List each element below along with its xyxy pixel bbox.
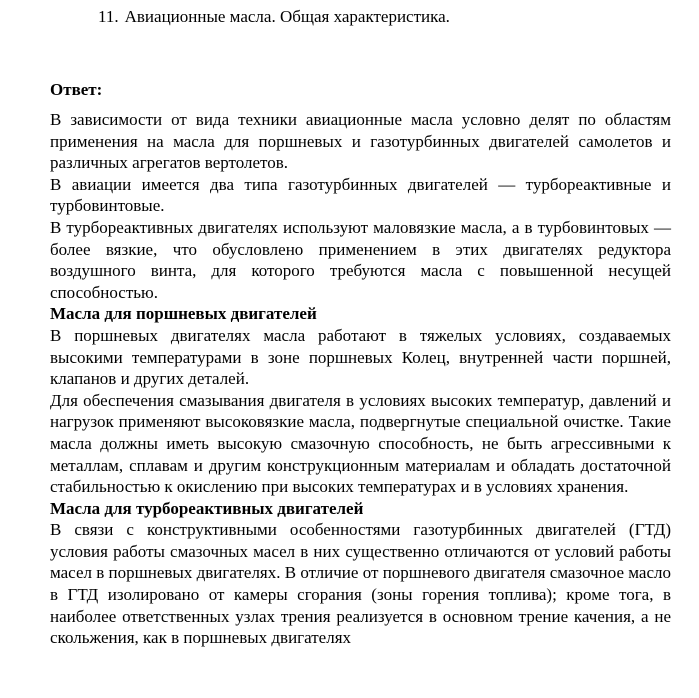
paragraph-piston-requirements: Для обеспечения смазывания двигателя в условиях высоких температур, давлений и нагрузок применяют высоковязкие масла, подвергнутые специальной очистке. Такие масла должны иметь высокую смазочную способность, не быть агрессивными к металлам, сплавам и другим конструкционным материалам и обладать достаточной стабильностью к окислению при высоких температурах и в условиях хранения. bbox=[50, 390, 671, 497]
paragraph-oil-classification: В зависимости от вида техники авиационные масла условно делят по областям применения на масла для поршневых и газотурбинных двигателей самолетов и различных агрегатов вертолетов. bbox=[50, 110, 671, 173]
question-number: 11. bbox=[98, 7, 119, 26]
answer-label: Ответ: bbox=[50, 80, 103, 99]
heading-piston-engine-oils: Масла для поршневых двигателей bbox=[50, 304, 317, 324]
paragraph-viscosity: В турбореактивных двигателях используют маловязкие масла, а в турбовинтовых — более вязкие, что обусловлено применением в этих двигателях редуктора воздушного винта, для которого требуются масла с повышенной несущей способностью. bbox=[50, 217, 671, 302]
paragraph-turbojet-conditions: В связи с конструктивными особенностями газотурбинных двигателей (ГТД) условия работы смазочных масел в них существенно отличаются от условий работы масел в поршневых двигателях. В отличие от поршневого двигателя смазочное масло в ГТД изолировано от камеры сгорания (зоны горения топлива); кроме тога, в наиболее ответственных узлах трения реализуется в основном трение качения, а не скольжения, как в поршневых двигателях bbox=[50, 520, 671, 648]
paragraph-piston-conditions: В поршневых двигателях масла работают в тяжелых условиях, создаваемых высокими температурами в зоне поршневых Колец, внутренней части поршней, клапанов и других деталей. bbox=[50, 325, 671, 389]
paragraph-gas-turbine-types: В авиации имеется два типа газотурбинных двигателей — турбореактивные и турбовинтовые. bbox=[50, 174, 671, 216]
question-text: Авиационные масла. Общая характеристика. bbox=[124, 7, 450, 26]
answer-body bbox=[50, 109, 671, 649]
question-heading bbox=[98, 6, 450, 27]
heading-turbojet-engine-oils: Масла для турбореактивных двигателей bbox=[50, 498, 364, 518]
